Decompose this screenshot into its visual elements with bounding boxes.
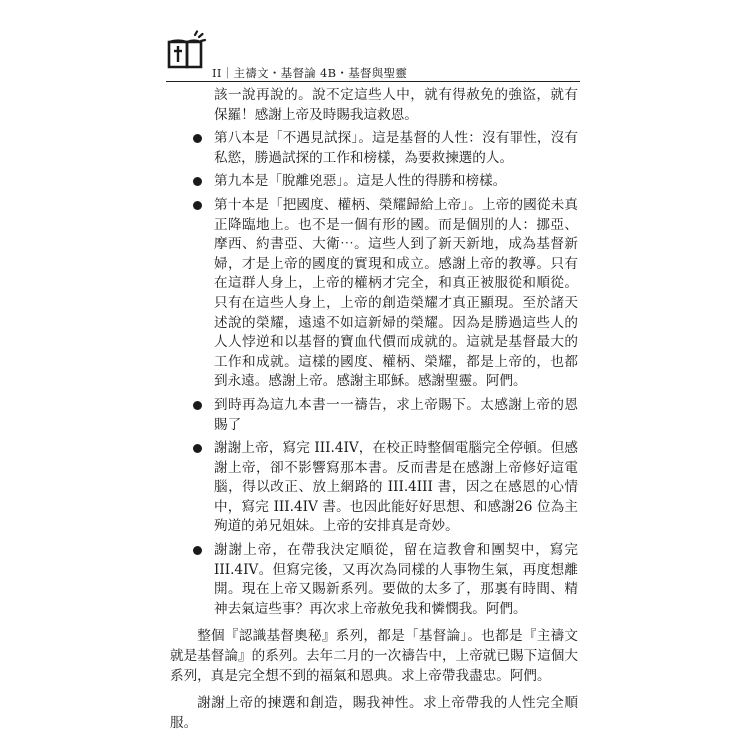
list-item [170,172,578,192]
list-item-text: 謝謝上帝，寫完 III.4IV，在校正時整個電腦完全停頓。但感謝上帝，卻不影響寫那本書。反而書是在感謝上帝修好這電腦，得以改正、放上網路的 III.4III 書，因之在感恩的心情中，寫完 III.4IV 書。也因此能好好思想、和感謝26 位為主殉道的弟兄姐妹。上帝的安排真是奇妙。 [214,440,578,535]
body-paragraph: 謝謝上帝的揀選和創造，賜我神性。求上帝帶我的人性完全順服。 [170,695,578,731]
header-rule [166,81,580,82]
bullet-dot-icon [193,201,202,210]
continuation-paragraph: 該一說再說的。說不定這些人中，就有得赦免的強盜，就有保羅！感謝上帝及時賜我這救恩。 [214,87,578,123]
list-item-text: 第九本是「脫離兇惡」。這是人性的得勝和榜樣。 [214,173,507,190]
bullet-dot-icon [193,546,202,555]
list-item-text: 第八本是「不遇見試探」。這是基督的人性：沒有罪性，沒有私慾，勝過試探的工作和榜樣，為要救揀選的人。 [214,130,578,166]
list-item-text: 到時再為這九本書一一禱告，求上帝賜下。太感謝上帝的恩賜了 [214,396,578,433]
bullet-dot-icon [193,134,202,143]
open-book-with-cross-icon [166,30,210,70]
bullet-dot-icon [193,401,202,410]
body-paragraph: 整個『認識基督奧秘』系列，都是「基督論」。也都是『主禱文就是基督論』的系列。去年二月的一次禱告中，上帝就已賜下這個大系列，真是完全想不到的福氣和恩典。求上帝帶我盡忠。阿們。 [170,628,578,684]
list-item-text: 謝謝上帝，在帶我決定順從，留在這教會和團契中，寫完III.4IV。但寫完後，又再次為同樣的人事物生氣，再度想離開。現在上帝又賜新系列。要做的太多了，那裏有時間、精神去氣這些事？再次求上帝赦免我和憐憫我。阿們。 [214,542,578,617]
list-item [170,541,578,619]
bullet-dot-icon [193,444,202,453]
body-text [170,86,578,733]
list-item [170,196,578,392]
list-item [170,396,578,435]
list-item [170,129,578,168]
bullet-list [170,129,578,619]
running-header: II｜主禱文・基督論 4B・基督與聖靈 [212,66,408,80]
list-item-text: 第十本是「把國度、權柄、榮耀歸給上帝」。上帝的國從未真正降臨地上。也不是一個有形的國。而是個別的人：挪亞、摩西、約書亞、大衛⋯。這些人到了新天新地，成為基督新婦，才是上帝的國度的實現和成立。感謝上帝的教導。只有在這群人身上，上帝的權柄才完全，和真正被服從和順從。只有在這些人身上，上帝的創造榮耀才真正顯現。至於諸天述說的榮耀，遠遠不如這新婦的榮耀。因為是勝過這些人的人人悖逆和以基督的寶血代價而成就的。這就是基督最大的工作和成就。這樣的國度、權柄、榮耀，都是上帝的，也都到永遠。感謝上帝。感謝主耶穌。感謝聖靈。阿們。 [214,196,578,390]
bullet-dot-icon [193,177,202,186]
list-item [170,439,578,537]
